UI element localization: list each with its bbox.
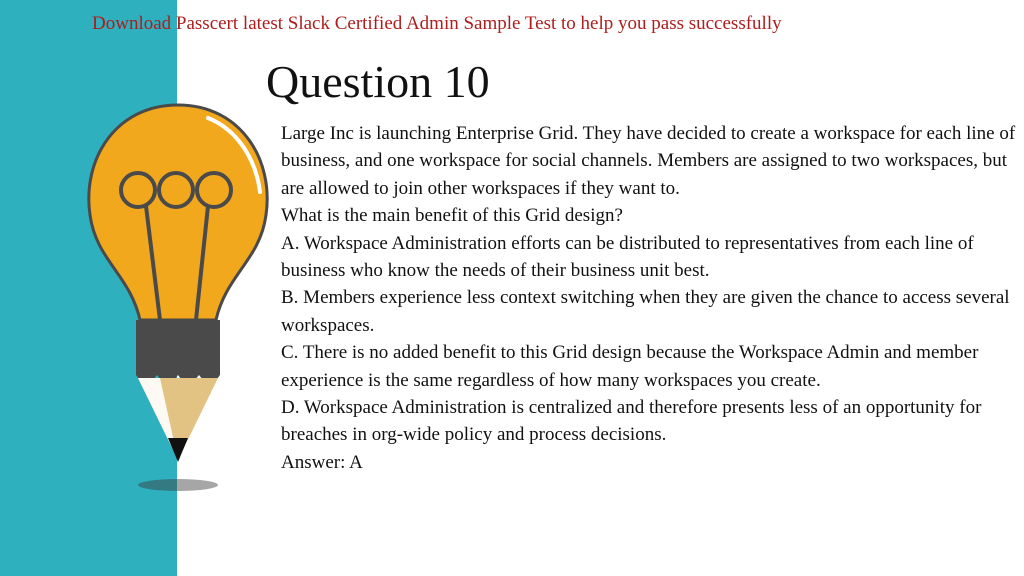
option-b: B. Members experience less context switching when they are given the chance to access several workspaces. — [281, 287, 1010, 336]
answer-line: Answer: A — [281, 451, 363, 473]
question-body — [281, 120, 1021, 476]
question-stem: Large Inc is launching Enterprise Grid. They have decided to create a workspace for each line of business, and one workspace for social channels. Members are assigned to two workspaces, but are allowed to join other workspaces if they want to. — [281, 123, 1016, 199]
lightbulb-pencil-icon — [60, 100, 300, 500]
download-banner: Download Passcert latest Slack Certified Admin Sample Test to help you pass successfully — [92, 13, 782, 34]
question-prompt: What is the main benefit of this Grid design? — [281, 205, 623, 227]
option-d: D. Workspace Administration is centralized and therefore presents less of an opportunity for breaches in org-wide policy and process decisions. — [281, 397, 982, 446]
option-a: A. Workspace Administration efforts can be distributed to representatives from each line of business who know the needs of their business unit best. — [281, 232, 974, 282]
page-title: Question 10 — [266, 56, 490, 107]
option-c: C. There is no added benefit to this Grid design because the Workspace Admin and member experience is the same regardless of how many workspaces you create. — [281, 342, 979, 391]
